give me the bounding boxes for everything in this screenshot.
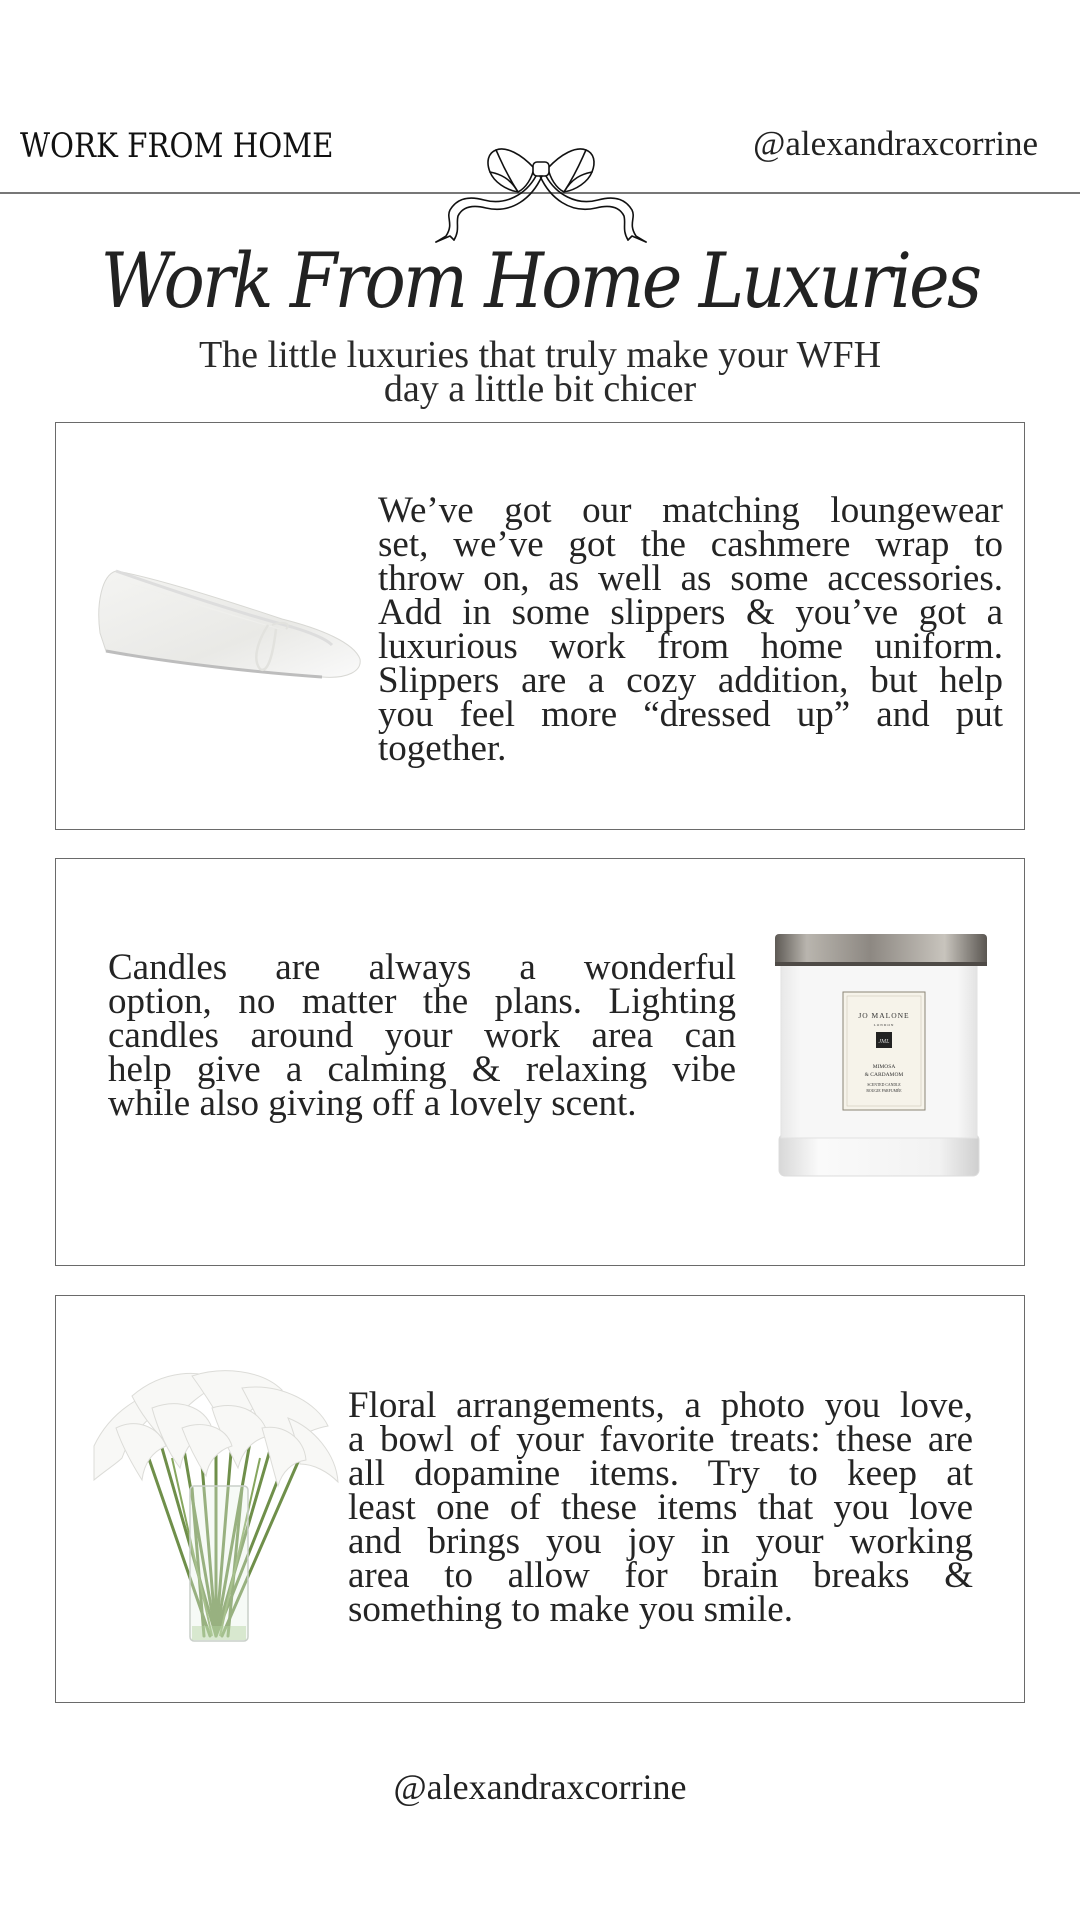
bow-ornament-icon bbox=[426, 144, 656, 246]
subtitle-line: day a little bit chicer bbox=[383, 368, 697, 410]
card-slippers bbox=[55, 422, 1025, 830]
footer-handle[interactable]: @alexandraxcorrine bbox=[393, 1767, 687, 1807]
candle-type-line1: SCENTED CANDLE bbox=[867, 1083, 901, 1087]
candle-city-text: LONDON bbox=[873, 1023, 895, 1027]
card-flowers-text bbox=[348, 1385, 973, 1630]
text-line: least one of these items that you love bbox=[348, 1487, 973, 1528]
text-line: a bowl of your favorite treats: these are bbox=[348, 1419, 973, 1460]
subtitle bbox=[0, 334, 1080, 410]
text-line: set, we’ve got the cashmere wrap to bbox=[378, 524, 1003, 565]
candle-scent-line1: MIMOSA bbox=[872, 1064, 896, 1070]
candle-monogram-text: JML bbox=[878, 1039, 890, 1045]
text-line: Floral arrangements, a photo you love, bbox=[348, 1385, 973, 1426]
text-line: option, no matter the plans. Lighting bbox=[108, 981, 736, 1022]
text-line: together. bbox=[378, 728, 507, 769]
text-line: something to make you smile. bbox=[348, 1589, 793, 1630]
candle-scent-line2: & CARDAMOM bbox=[864, 1072, 904, 1078]
text-line: throw on, as well as some accessories. bbox=[378, 558, 1003, 599]
header-handle[interactable]: @alexandraxcorrine bbox=[753, 124, 1038, 163]
text-line: help give a calming & relaxing vibe bbox=[108, 1049, 736, 1090]
text-line: Add in some slippers & you’ve got a bbox=[378, 592, 1003, 633]
calla-lily-bouquet-image bbox=[92, 1368, 340, 1643]
text-line: all dopamine items. Try to keep at bbox=[348, 1453, 973, 1494]
card-candles-text bbox=[108, 947, 736, 1124]
text-line: Slippers are a cozy addition, but help bbox=[378, 660, 1003, 701]
ballet-flat-image bbox=[82, 563, 366, 683]
text-line: candles around your work area can bbox=[108, 1015, 736, 1056]
text-line: you feel more “dressed up” and put bbox=[378, 694, 1003, 735]
script-title: Work From Home Luxuries bbox=[100, 236, 980, 325]
subtitle-line: The little luxuries that truly make your WFH bbox=[198, 334, 882, 376]
jo-malone-candle-image bbox=[775, 934, 987, 1178]
text-line: while also giving off a lovely scent. bbox=[108, 1083, 637, 1124]
text-line: area to allow for brain breaks & bbox=[348, 1555, 973, 1596]
card-flowers bbox=[55, 1295, 1025, 1703]
header-title: WORK FROM HOME bbox=[20, 126, 334, 166]
card-slippers-text bbox=[378, 490, 1003, 769]
text-line: and brings you joy in your working bbox=[348, 1521, 973, 1562]
text-line: luxurious work from home uniform. bbox=[378, 626, 1003, 667]
card-candles bbox=[55, 858, 1025, 1266]
candle-brand-text: JO MALONE bbox=[858, 1011, 910, 1020]
candle-type-line2: BOUGIE PARFUMÉE bbox=[866, 1089, 902, 1093]
text-line: We’ve got our matching loungewear bbox=[378, 490, 1003, 531]
text-line: Candles are always a wonderful bbox=[108, 947, 736, 988]
